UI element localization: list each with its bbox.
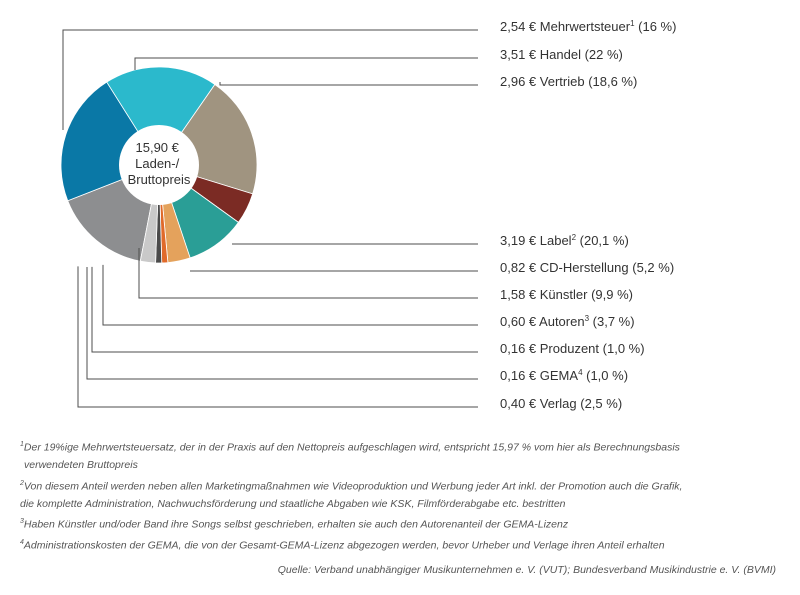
footnote-1-line-2: verwendeten Bruttopreis	[24, 459, 138, 471]
slice-label-amount: 3,51 €	[500, 47, 540, 62]
slice-label-name: Mehrwertsteuer	[539, 19, 631, 34]
slice-label-7	[500, 314, 635, 329]
slice-label-name: Autoren	[539, 314, 585, 329]
slice-label-footnote-mark: 4	[578, 368, 583, 377]
leader-line-2	[135, 58, 478, 70]
slice-label-percent: (5,2 %)	[628, 260, 675, 275]
slice-label-name: Verlag	[539, 396, 577, 411]
slice-label-footnote-mark: 2	[571, 233, 577, 242]
footnote-1-line-1: Der 19%ige Mehrwertsteuersatz, der in der Praxis auf den Nettopreis aufgeschlagen wird, entspricht 15,97 % vom hier als Berechnungsbasis	[23, 441, 680, 454]
slice-labels	[500, 19, 676, 411]
slice-label-name: CD-Herstellung	[539, 260, 629, 275]
center-label-price: 15,90 €	[135, 140, 179, 155]
footnote-1: $^1$Der 19%ige Mehrwertsteuersatz, der in der Praxis auf den Nettopreis aufgeschlagen wird, entspricht 15,97 % vom hier als Berechnungsbasis verwendeten Bruttopreis	[20, 441, 680, 471]
slice-label-percent: (18,6 %)	[584, 74, 638, 89]
slice-label-name: Produzent	[539, 341, 600, 356]
slice-label-amount: 0,60 €	[500, 314, 540, 329]
slice-label-name: Handel	[539, 47, 581, 62]
slice-label-percent: (9,9 %)	[587, 287, 633, 302]
slice-label-footnote-mark: 3	[584, 314, 590, 323]
slice-label-3	[500, 74, 637, 89]
slice-label-name: Label	[539, 233, 572, 248]
footnote-3: $^3$Haben Künstler und/oder Band ihre Songs selbst geschrieben, erhalten sie auch den Autorenanteil der GEMA-Lizenz	[20, 518, 569, 531]
slice-label-amount: 1,58 €	[500, 287, 540, 302]
footnote-2: $^2$Von diesem Anteil werden neben allen Marketingmaßnahmen wie Videoproduktion und Werbung jeder Art inkl. der Promotion auch die Grafik, die komplette Administration, Nachwuchsförderung und staatliche Abgaben wie KSK, Filmförderabgabe etc. bestritten	[20, 479, 683, 510]
slice-label-percent: (1,0 %)	[582, 368, 629, 383]
slice-label-amount: 2,54 €	[500, 19, 540, 34]
footnote-4-line-1: Administrationskosten der GEMA, die von der Gesamt-GEMA-Lizenz abgezogen werden, bevor Urheber und Verlage ihren Anteil erhalten	[23, 539, 665, 552]
footnote-4: $^4$Administrationskosten der GEMA, die von der Gesamt-GEMA-Lizenz abgezogen werden, bevor Urheber und Verlage ihren Anteil erhalten	[20, 539, 665, 552]
leader-line-8	[92, 267, 478, 352]
center-label	[128, 140, 191, 187]
footnote-2-line-1: Von diesem Anteil werden neben allen Marketingmaßnahmen wie Videoproduktion und Werbung jeder Art inkl. der Promotion auch die Grafik,	[23, 480, 683, 492]
slice-label-name: Vertrieb	[539, 74, 585, 89]
slice-label-amount: 0,40 €	[500, 396, 540, 411]
slice-label-name: Künstler	[539, 287, 588, 302]
slice-label-name: GEMA	[539, 368, 579, 383]
center-label-line-2: Laden-/	[135, 156, 180, 171]
slice-label-amount: 0,82 €	[500, 260, 540, 275]
slice-label-6	[500, 287, 633, 302]
slice-label-amount: 0,16 €	[500, 341, 540, 356]
footnote-2-line-2: die komplette Administration, Nachwuchsförderung und staatliche Abgaben wie KSK, Filmförderabgabe etc. bestritten	[20, 497, 566, 510]
slice-label-percent: (2,5 %)	[576, 396, 623, 411]
slice-label-2	[500, 47, 623, 62]
slice-label-5	[500, 260, 674, 275]
slice-label-4	[500, 233, 629, 248]
slice-label-percent: (3,7 %)	[589, 314, 635, 329]
center-label-line-3: Bruttopreis	[127, 172, 191, 187]
leader-line-10	[78, 266, 478, 407]
slice-label-percent: (16 %)	[634, 19, 677, 34]
slice-label-amount: 0,16 €	[500, 368, 540, 383]
slice-label-footnote-mark: 1	[630, 19, 635, 28]
leader-line-3	[220, 82, 478, 85]
slice-label-8	[500, 341, 645, 356]
slice-label-amount: 3,19 €	[500, 233, 540, 248]
leader-line-7	[103, 265, 478, 325]
leader-line-9	[87, 267, 478, 379]
slice-label-10	[500, 396, 622, 411]
footnotes	[20, 436, 790, 555]
slice-label-9	[500, 368, 628, 383]
slice-label-percent: (22 %)	[580, 47, 623, 62]
slice-label-percent: (1,0 %)	[599, 341, 645, 356]
source-note: Quelle: Verband unabhängiger Musikunternehmen e. V. (VUT); Bundesverband Musikindustrie e. V. (BVMI)	[277, 564, 776, 576]
footnote-3-line-1: Haben Künstler und/oder Band ihre Songs selbst geschrieben, erhalten sie auch den Autorenanteil der GEMA-Lizenz	[23, 518, 569, 531]
slice-label-percent: (20,1 %)	[576, 233, 629, 248]
slice-label-1	[500, 19, 676, 34]
slice-label-amount: 2,96 €	[500, 74, 540, 89]
